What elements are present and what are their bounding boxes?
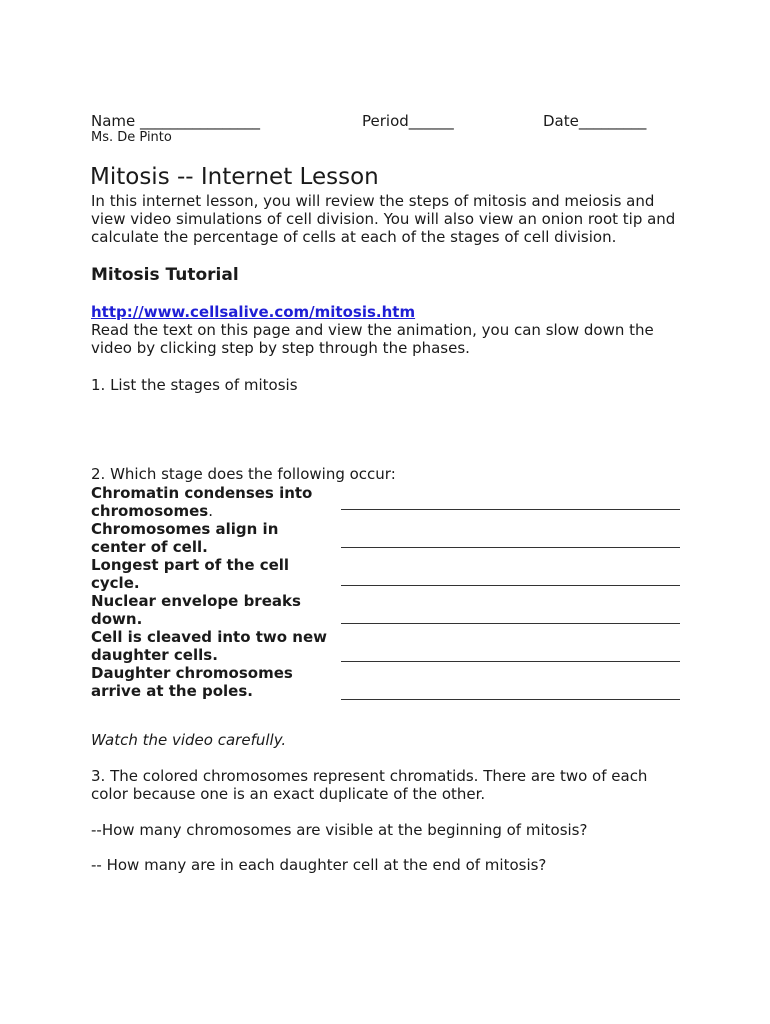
q2-item-3-line1: Longest part of the cell bbox=[91, 556, 290, 574]
q2-item-4-line1: Nuclear envelope breaks bbox=[91, 592, 301, 610]
question-3-text bbox=[91, 767, 691, 803]
intro-line: In this internet lesson, you will review the steps of mitosis and meiosis and bbox=[91, 192, 655, 210]
question-2-items bbox=[91, 484, 691, 700]
answer-line[interactable] bbox=[341, 661, 680, 662]
question-3-line: color because one is an exact duplicate of the other. bbox=[91, 785, 486, 803]
section-heading: Mitosis Tutorial bbox=[91, 265, 239, 285]
q2-item-5-line1: Cell is cleaved into two new bbox=[91, 628, 328, 646]
q2-item-5-line2: daughter cells. bbox=[91, 646, 218, 664]
answer-line[interactable] bbox=[341, 699, 680, 700]
date-field-label: Date_________ bbox=[543, 112, 647, 130]
question-1: 1. List the stages of mitosis bbox=[91, 376, 298, 394]
q2-item-1-line2: chromosomes. bbox=[91, 502, 213, 520]
instructions-paragraph bbox=[91, 321, 691, 357]
answer-line[interactable] bbox=[341, 509, 680, 510]
question-3a: --How many chromosomes are visible at the beginning of mitosis? bbox=[91, 821, 588, 839]
name-field-label: Name ________________ bbox=[91, 112, 261, 130]
period-field-label: Period______ bbox=[362, 112, 454, 130]
q2-item-3-line2: cycle. bbox=[91, 574, 140, 592]
intro-line: view video simulations of cell division. You will also view an onion root tip and bbox=[91, 210, 676, 228]
answer-line[interactable] bbox=[341, 623, 680, 624]
page-title: Mitosis -- Internet Lesson bbox=[90, 164, 379, 190]
q2-item-4-line2: down. bbox=[91, 610, 143, 628]
answer-line[interactable] bbox=[341, 585, 680, 586]
q2-item-2-line1: Chromosomes align in bbox=[91, 520, 279, 538]
answer-line[interactable] bbox=[341, 547, 680, 548]
q2-item-6-line1: Daughter chromosomes bbox=[91, 664, 293, 682]
intro-line: calculate the percentage of cells at each of the stages of cell division. bbox=[91, 228, 617, 246]
question-3-line: 3. The colored chromosomes represent chromatids. There are two of each bbox=[91, 767, 648, 785]
intro-paragraph bbox=[91, 192, 691, 246]
teacher-name: Ms. De Pinto bbox=[91, 130, 172, 145]
q2-item-1-line1: Chromatin condenses into bbox=[91, 484, 313, 502]
cellsalive-link[interactable]: http://www.cellsalive.com/mitosis.htm bbox=[91, 303, 416, 321]
watch-note: Watch the video carefully. bbox=[91, 731, 287, 749]
q2-item-2-line2: center of cell. bbox=[91, 538, 208, 556]
instructions-line: Read the text on this page and view the animation, you can slow down the bbox=[91, 321, 654, 339]
question-3b: -- How many are in each daughter cell at the end of mitosis? bbox=[91, 856, 547, 874]
q2-item-6-line2: arrive at the poles. bbox=[91, 682, 253, 700]
instructions-line: video by clicking step by step through the phases. bbox=[91, 339, 470, 357]
question-2-prompt: 2. Which stage does the following occur: bbox=[91, 465, 396, 483]
